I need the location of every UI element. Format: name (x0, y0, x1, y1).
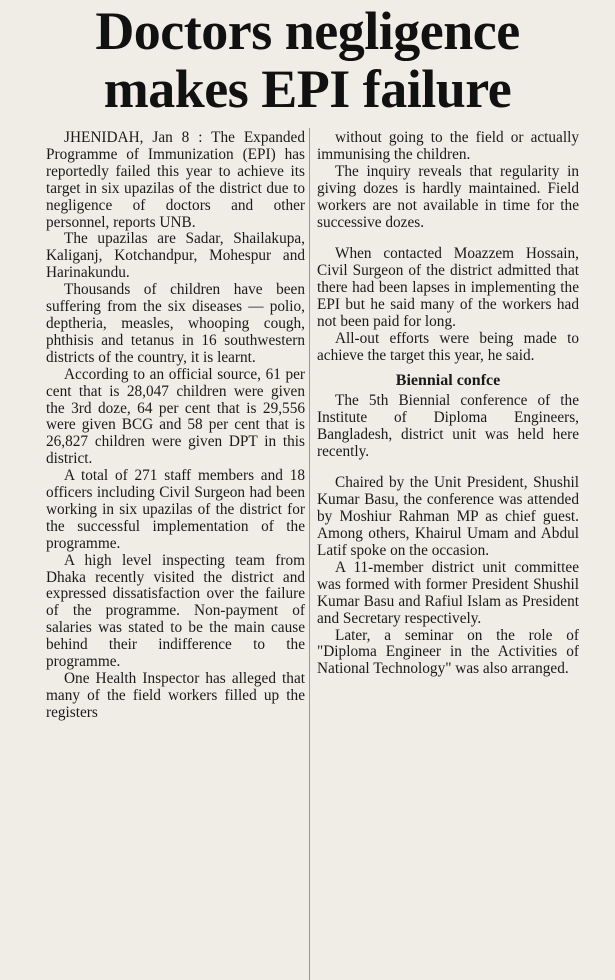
article-paragraph: According to an official source, 61 per cent that is 28,047 children were given the 3rd doze, 64 per cent that is 29,556 were given BCG and 58 per cent that is 26,827 children were given DPT in this district. (46, 365, 305, 468)
article-paragraph: A 11-member district unit committee was formed with former President Shushil Kumar Basu and Rafiul Islam as President and Secretary respectively. (317, 558, 579, 627)
article-paragraph: Thousands of children have been suffering from the six diseases — polio, deptheria, measles, whooping cough, phthisis and tetanus in 16 southwestern districts of the country, it is learnt. (46, 281, 305, 366)
article-paragraph: Later, a seminar on the role of "Diploma Engineer in the Activities of National Technology" was also arranged. (317, 626, 579, 678)
article-paragraph: A total of 271 staff members and 18 officers including Civil Surgeon had been working in six upazilas of the district for the successful implementation of the programme. (46, 467, 305, 552)
paragraph-gap (317, 460, 579, 475)
article-paragraph: The inquiry reveals that regularity in giving dozes is hardly maintained. Field workers are not available in time for the successive dozes. (317, 162, 579, 231)
article-paragraph: Chaired by the Unit President, Shushil Kumar Basu, the conference was attended by Moshiur Rahman MP as chief guest. Among others, Khairul Umam and Abdul Latif spoke on the occasion. (317, 474, 579, 560)
article-paragraph: All-out efforts were being made to achieve the target this year, he said. (317, 329, 579, 364)
headline (0, 0, 615, 118)
column-divider (309, 128, 310, 980)
section-subhead: Biennial confce (395, 371, 501, 389)
article-paragraph: without going to the field or actually immunising the children. (317, 129, 579, 163)
article-paragraph: The upazilas are Sadar, Shailakupa, Kaliganj, Kotchandpur, Mohespur and Harinakundu. (46, 230, 305, 282)
paragraph-gap (317, 231, 579, 246)
headline-line-1: Doctors negligence (95, 1, 520, 61)
article-paragraph: The 5th Biennial conference of the Institute of Diploma Engineers, Bangladesh, district unit was held here recently. (317, 391, 579, 460)
article-paragraph: One Health Inspector has alleged that many of the field workers filled up the registers (46, 670, 305, 721)
article-paragraph: A high level inspecting team from Dhaka recently visited the district and expressed dissatisfaction over the failure of the programme. Non-payment of salaries was stated to be the main cause behind their indifference to the programme. (46, 551, 305, 671)
article-paragraph: When contacted Moazzem Hossain, Civil Surgeon of the district admitted that there had been lapses in implementing the EPI but he said many of the workers had not been paid for long. (317, 245, 579, 331)
article-column-right (317, 130, 579, 678)
article-paragraph: JHENIDAH, Jan 8 : The Expanded Programme of Immunization (EPI) has reportedly failed this year to achieve its target in six upazilas of the district due to negligence of doctors and other personnel, reports UNB. (46, 129, 305, 231)
article-column-left (46, 130, 305, 722)
headline-line-2: makes EPI failure (103, 59, 512, 119)
